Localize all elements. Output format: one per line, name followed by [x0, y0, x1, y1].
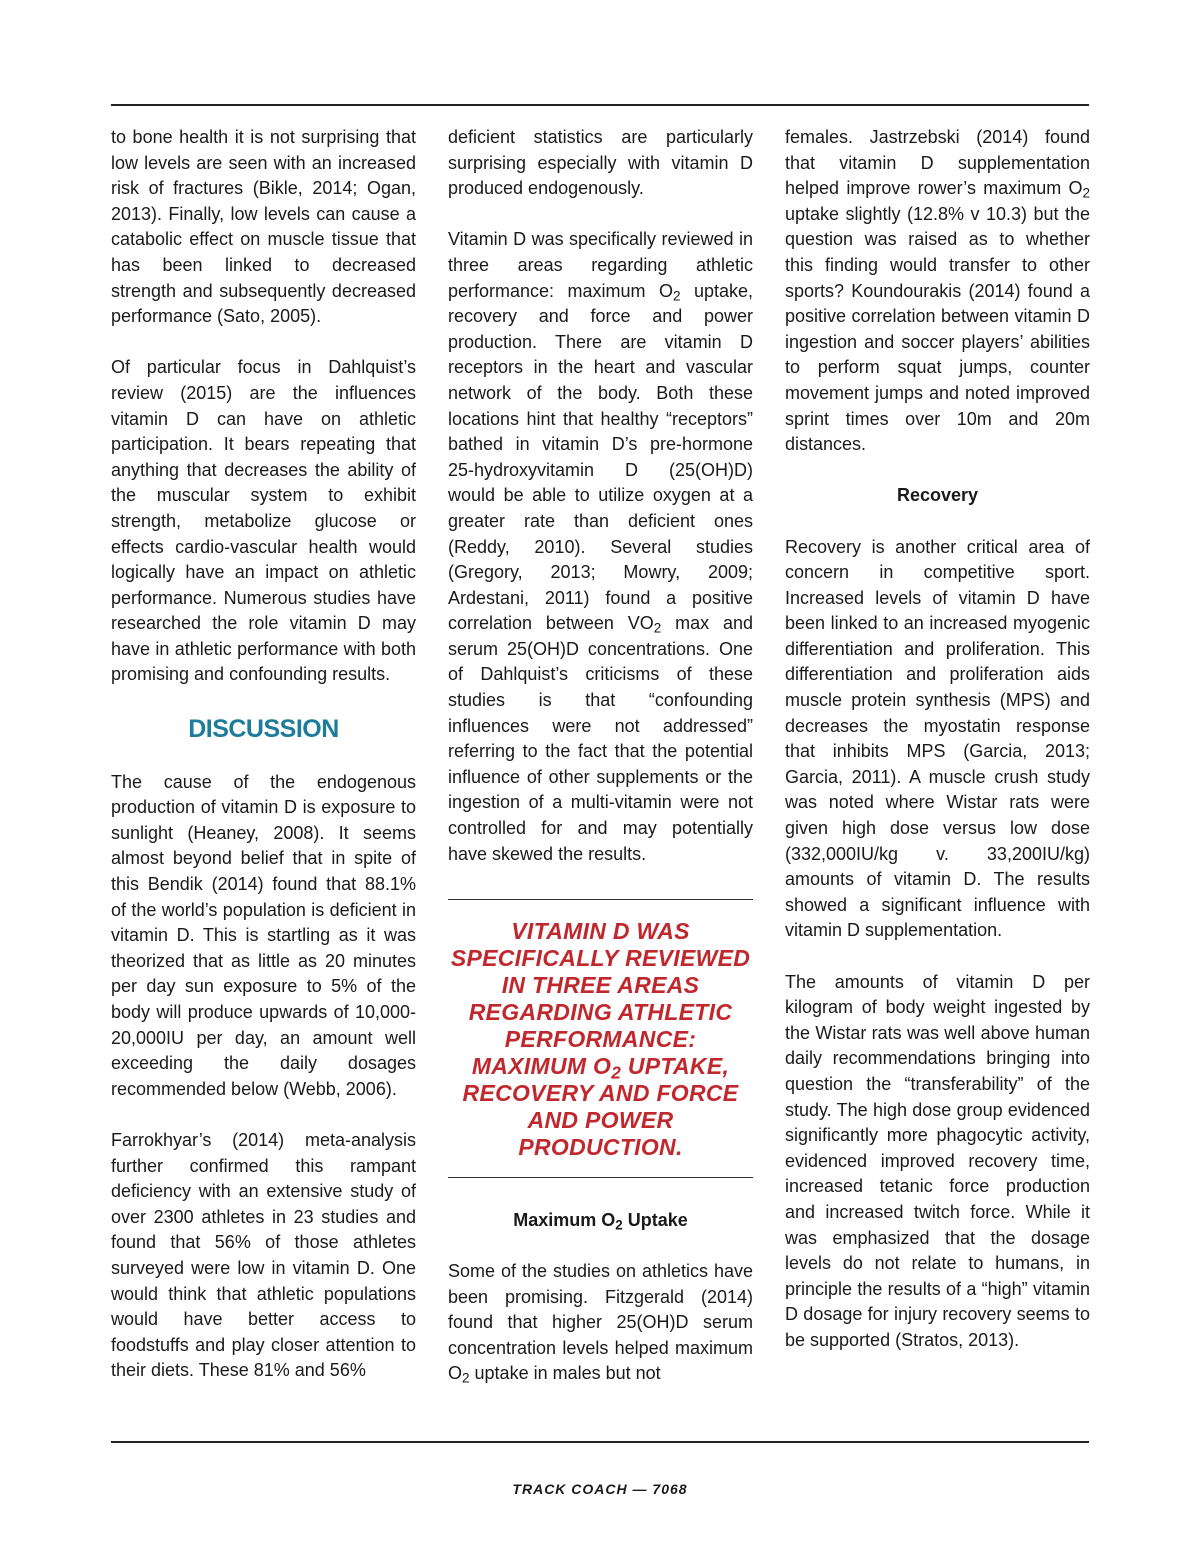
section-heading-discussion: DISCUSSION — [188, 714, 339, 743]
paragraph: Recovery is another critical area of concern in competitive sport. Increased levels of vitamin D have been linked to an increased myogenic differentiation and proliferation. This differentiation and proliferation aids muscle protein synthesis (MPS) and decreases the myostatin response that inhibits MPS (Garcia, 2013; Garcia, 2011). A muscle crush study was noted where Wistar rats were given high dose versus low dose (332,000IU/kg v. 33,200IU/kg) amounts of vitamin D. The results showed a significant influence with vitamin D supplementation. — [785, 536, 1090, 941]
text-run: Uptake — [622, 1209, 688, 1230]
paragraph: Of particular focus in Dahlquist’s review (2015) are the influences vitamin D can have on athletic participation. It bears repeating that anything that decreases the ability of the muscular system to exhibit strength, metabolize glucose or effects cardio-vascular health would logically have an impact on athletic performance. Numerous studies have researched the role vitamin D may have in athletic performance with both promising and confounding results. — [111, 357, 416, 685]
subscript: 2 — [653, 620, 662, 636]
text-run: UPTAKE, RECOVERY AND FORCE AND POWER PRODUCTION. — [462, 1052, 739, 1160]
text-run: uptake slightly (12.8% v 10.3) but the question was raised as to whether this finding would transfer to other sports? Koundourakis (2014) found a positive correlation between vitamin D ingestion and soccer players’ abilities to perform squat jumps, counter movement jumps and noted improved sprint times over 10m and 20m distances. — [785, 203, 1090, 455]
paragraph: The cause of the endogenous production of vitamin D is exposure to sunlight (Heaney, 2008). It seems almost beyond belief that in spite of this Bendik (2014) found that 88.1% of the world’s population is deficient in vitamin D. This is startling as it was theorized that as little as 20 minutes per day sun exposure to 5% of the body will produce upwards of 10,000-20,000IU per day, an amount well exceeding the daily dosages recommended below (Webb, 2006). — [111, 771, 416, 1099]
text-run: uptake in males but not — [469, 1363, 661, 1384]
subheading-recovery: Recovery — [896, 485, 979, 506]
paragraph: The amounts of vitamin D per kilogram of body weight ingested by the Wistar rats was well above human daily recommendations bringing into question the “transferability” of the study. The high dose group evidenced significantly more phagocytic activity, evidenced improved recovery time, increased tetanic force production and increased twitch force. While it was emphasized that the dosage levels do not relate to humans, in principle the results of a “high” vitamin D dosage for injury recovery seems to be supported (Stratos, 2013). — [785, 971, 1090, 1350]
text-run: females. Jastrzebski (2014) found that vitamin D supplementation helped improve rower’s maximum O — [785, 127, 1090, 199]
subscript: 2 — [672, 287, 681, 303]
paragraph — [448, 227, 753, 867]
column-1 — [111, 125, 416, 1384]
text-run: Some of the studies on athletics have been promising. Fitzgerald (2014) found that higher 25(OH)D serum concentration levels helped maximum O — [448, 1261, 753, 1384]
column-3 — [785, 125, 1090, 1354]
subscript: 2 — [611, 1062, 622, 1083]
subscript: 2 — [462, 1370, 470, 1386]
paragraph — [785, 125, 1090, 458]
subscript: 2 — [615, 1217, 623, 1233]
text-run: Maximum O — [513, 1209, 616, 1230]
top-rule — [111, 104, 1089, 106]
text-run: max and serum 25(OH)D concentrations. One of Dahlquist’s criticisms of these studies is that “confounding influences were not addressed” referring to the fact that the potential influence of other supplements or the ingestion of a multi-vitamin were not controlled for and may potentially have skewed the results. — [448, 613, 753, 864]
paragraph: deficient statistics are particularly surprising especially with vitamin D produced endogenously. — [448, 127, 753, 199]
paragraph — [448, 1259, 753, 1387]
paragraph: to bone health it is not surprising that low levels are seen with an increased risk of fractures (Bikle, 2014; Ogan, 2013). Finally, low levels can cause a catabolic effect on muscle tissue that has been linked to decreased strength and subsequently decreased performance (Sato, 2005). — [111, 127, 416, 327]
column-2 — [448, 125, 753, 1387]
text-run: uptake, recovery and force and power production. There are vitamin D receptors in the heart and vascular network of the body. Both these locations hint that healthy “receptors” bathed in vitamin D’s pre-hormone 25-hydroxyvitamin D (25(OH)D) would be able to utilize oxygen at a greater rate than deficient ones (Reddy, 2010). Several studies (Gregory, 2013; Mowry, 2009; Ardestani, 2011) found a positive correlation between VO — [448, 280, 754, 634]
subscript: 2 — [1082, 185, 1090, 201]
bottom-rule — [111, 1441, 1089, 1443]
page-footer: TRACK COACH — 7068 — [512, 1481, 688, 1497]
text-run: Vitamin D was specifically reviewed in three areas regarding athletic performance: maximum O — [448, 229, 753, 301]
subheading-maximum-o2-uptake — [448, 1208, 753, 1234]
text-run: VITAMIN D WAS SPECIFICALLY REVIEWED IN THREE AREAS REGARDING ATHLETIC PERFORMANCE: MAXIMUM O — [450, 917, 751, 1079]
paragraph: Farrokhyar’s (2014) meta-analysis further confirmed this rampant deficiency with an extensive study of over 2300 athletes in 23 studies and found that 56% of those athletes surveyed were low in vitamin D. One would think that athletic populations would have better access to foodstuffs and play closer attention to their diets. These 81% and 56% — [111, 1129, 416, 1381]
pull-quote — [448, 900, 753, 1177]
